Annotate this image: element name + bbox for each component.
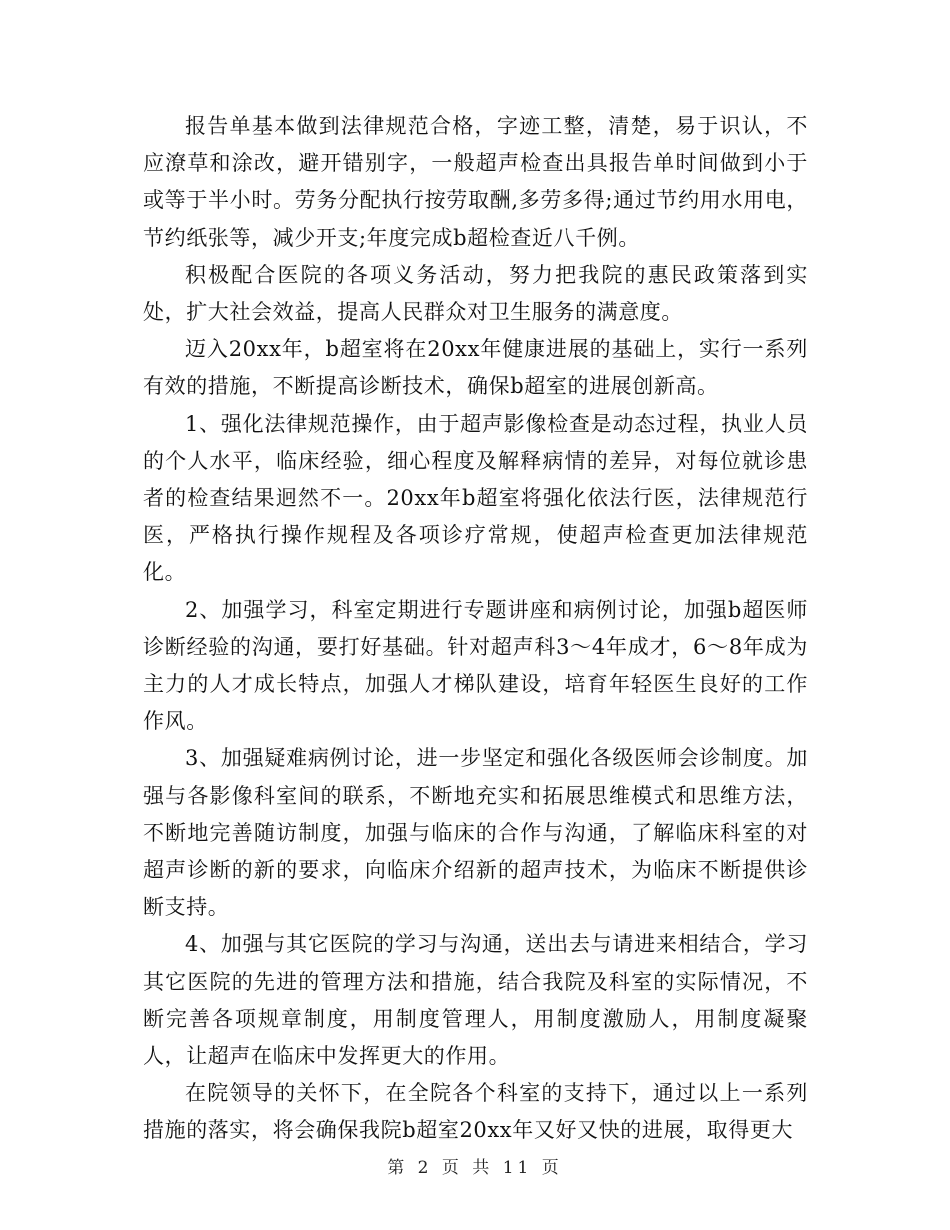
paragraph-item-1: 1、强化法律规范操作，由于超声影像检查是动态过程，执业人员的个人水平，临床经验，细心程度及解释病情的差异，对每位就诊患者的检查结果迥然不一。20xx年b超室将强化依法行医，法律规范行医，严格执行操作规程及各项诊疗常规，使超声检查更加法律规范化。 <box>143 411 808 585</box>
page-footer: 第 2 页 共 11 页 <box>387 1158 563 1178</box>
paragraph-new-year-plan: 迈入20xx年，b超室将在20xx年健康进展的基础上，实行一系列有效的措施，不断提高诊断技术，确保b超室的进展创新高。 <box>143 337 808 399</box>
document-body <box>143 108 808 1150</box>
paragraph-item-3: 3、加强疑难病例讨论，进一步坚定和强化各级医师会诊制度。加强与各影像科室间的联系，不断地充实和拓展思维模式和思维方法，不断地完善随访制度，加强与临床的合作与沟通，了解临床科室的对超声诊断的新的要求，向临床介绍新的超声技术，为临床不断提供诊断支持。 <box>143 746 808 920</box>
paragraph-closing: 在院领导的关怀下，在全院各个科室的支持下，通过以上一系列措施的落实，将会确保我院b超室20xx年又好又快的进展，取得更大 <box>143 1081 808 1143</box>
paragraph-report-standards: 报告单基本做到法律规范合格，字迹工整，清楚，易于识认，不应潦草和涂改，避开错别字，一般超声检查出具报告单时间做到小于或等于半小时。劳务分配执行按劳取酬,多劳多得;通过节约用水用电，节约纸张等，减少开支;年度完成b超检查近八千例。 <box>143 114 808 250</box>
paragraph-item-4: 4、加强与其它医院的学习与沟通，送出去与请进来相结合，学习其它医院的先进的管理方法和措施，结合我院及科室的实际情况，不断完善各项规章制度，用制度管理人，用制度激励人，用制度凝聚人，让超声在临床中发挥更大的作用。 <box>143 932 808 1069</box>
paragraph-public-service: 积极配合医院的各项义务活动，努力把我院的惠民政策落到实处，扩大社会效益，提高人民群众对卫生服务的满意度。 <box>143 262 808 325</box>
paragraph-item-2: 2、加强学习，科室定期进行专题讲座和病例讨论，加强b超医师诊断经验的沟通，要打好基础。针对超声科3～4年成才，6～8年成为主力的人才成长特点，加强人才梯队建设，培育年轻医生良好的工作作风。 <box>143 597 808 734</box>
